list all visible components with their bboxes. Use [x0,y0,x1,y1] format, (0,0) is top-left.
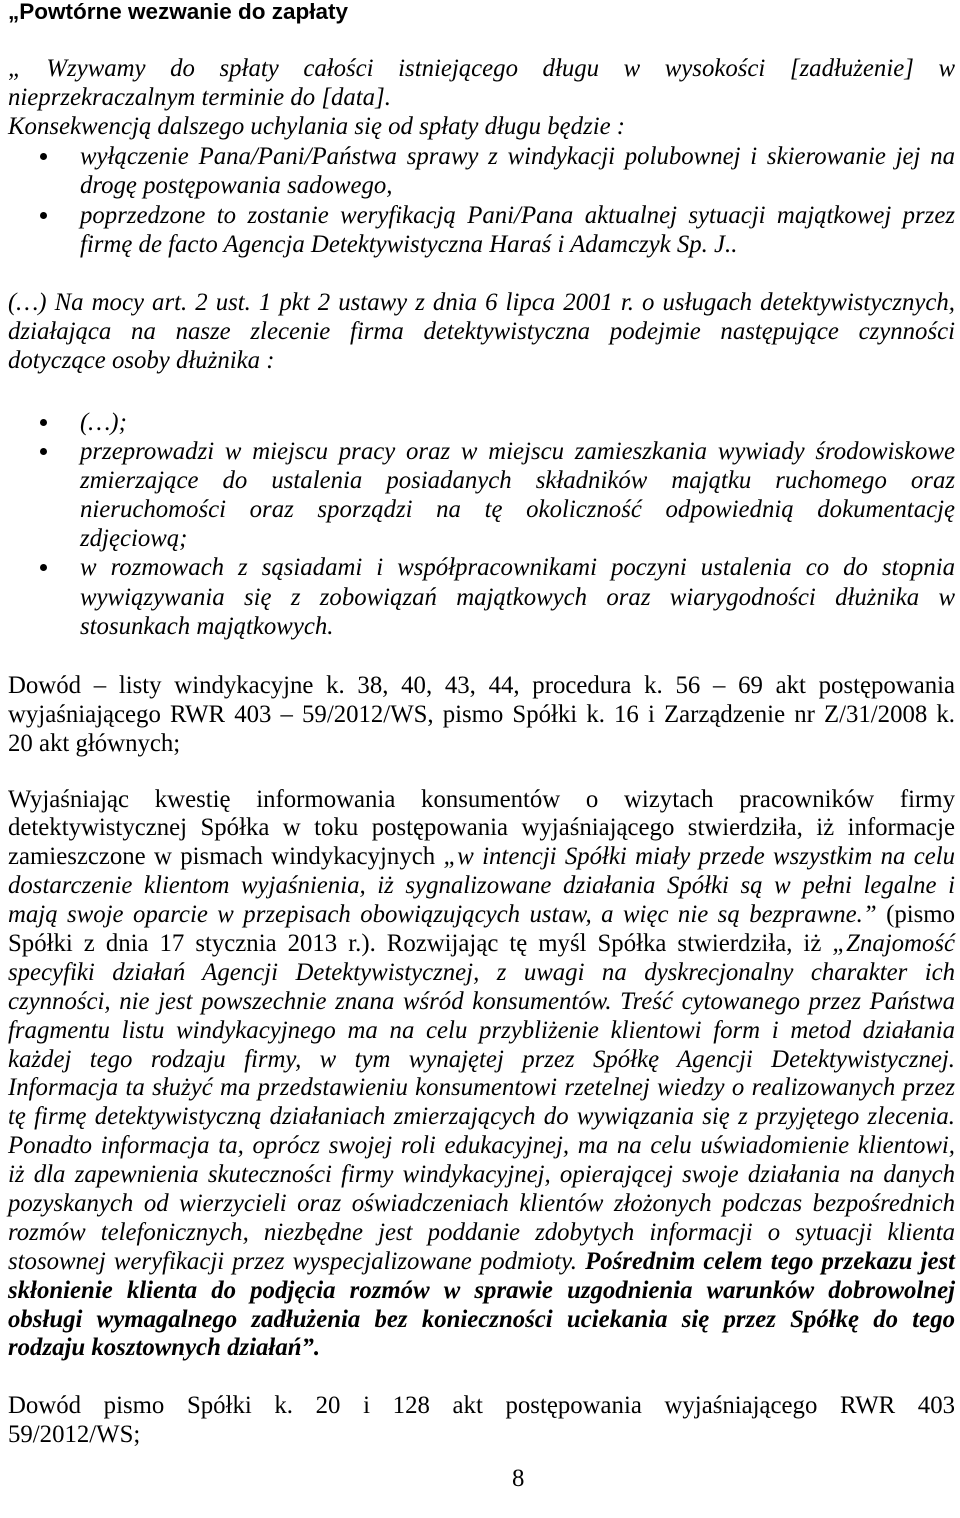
text-line: dotyczące osoby dłużnika : [8,346,275,374]
text-line [8,872,955,901]
text-line [8,1248,955,1277]
list-item [8,408,955,437]
text-line [8,1277,955,1306]
text-line: wyjaśniającego RWR 403 – 59/2012/WS, pismo Spółki k. 16 i Zarządzenie nr Z/31/2008 k. [8,700,955,728]
quoted-run: mają swoje oparcie w przepisach obowiązujących ustaw, a więc nie są bezprawne.” [8,901,877,929]
quoted-run: „w intencji Spółki miały przede wszystkim na celu [443,843,955,871]
bullet-icon [40,153,47,160]
quoted-run: stosownej weryfikacji przez wyspecjalizowane podmioty. [8,1247,586,1275]
quoted-run: iż dla zapewnienia skuteczności firmy windykacyjnej, opierającej swoje działania na danych [8,1161,955,1189]
list-item [8,553,955,641]
text-run: detektywistycznej Spółka w toku postępowania wyjaśniającego stwierdziła, iż informacje [8,814,955,842]
quoted-run: tę firmę detektywistyczną działaniach zmierzających do wywiązania się z przyjętego zlecenia. [8,1103,955,1131]
text-run: Spółki z dnia 17 stycznia 2013 r.). Rozwijając tę myśl Spółka stwierdziła, iż [8,929,833,957]
text-line [8,959,955,988]
text-line [8,843,955,872]
text-line: Dowód – listy windykacyjne k. 38, 40, 43, 44, procedura k. 56 – 69 akt postępowania [8,671,955,699]
text-line: (…) Na mocy art. 2 ust. 1 pkt 2 ustawy z dnia 6 lipca 2001 r. o usługach detektywistycznych, [8,288,955,316]
text-line [8,1132,955,1161]
quoted-run: każdej tego rodzaju firmy, w tym wynajętej przez Spółkę Agencji Detektywistycznej. [8,1045,955,1073]
text-line [8,1161,955,1190]
text-line: zmierzające do ustalenia posiadanych składników majątku ruchomego oraz [80,466,955,494]
emphasized-run: rodzaju kosztownych działań”. [8,1334,321,1362]
text-line [8,1306,955,1335]
quoted-run: fragmentu listu windykacyjnego ma na celu przybliżenie klientowi form i metod działania [8,1016,955,1044]
emphasized-run: obsługi wymagalnego zadłużenia bez konieczności uciekania się przez Spółkę do tego [8,1305,955,1333]
text-line [8,930,955,959]
text-line [8,1017,955,1046]
quoted-run: dostarczenie klientom wyjaśnienia, iż sygnalizowane działania Spółki są w pełni legalne i [8,872,955,900]
text-run: zamieszczone w pismach windykacyjnych [8,843,444,871]
emphasized-run: Pośrednim celem tego przekazu jest [585,1247,955,1275]
evidence-paragraph [8,671,955,759]
bullet-icon [40,212,47,219]
quoted-run: pozyskanych od wierzycieli oraz oświadczeniach klientów złożonych podczas bezpośrednich [8,1189,955,1217]
text-line [8,1219,955,1248]
text-line [8,1103,955,1132]
text-line [8,988,955,1017]
text-line: drogę postępowania sadowego, [80,172,393,200]
evidence-paragraph [8,1391,955,1449]
text-line: „ Wzywamy do spłaty całości istniejącego długu w wysokości [zadłużenie] w [8,54,955,82]
page-number: 8 [512,1465,525,1492]
text-run: (pismo [876,901,955,929]
emphasized-run: skłonienie klienta do podjęcia rozmów w sprawie uzgodnienia warunków dobrowolnej [8,1276,955,1304]
text-line: (…); [80,408,127,436]
text-line [8,1074,955,1103]
list-item [8,142,955,200]
text-line: zdjęciową; [80,525,188,553]
quote-intro [8,54,955,142]
text-line: firmę de facto Agencja Detektywistyczna Haraś i Adamczyk Sp. J.. [80,230,738,258]
text-line: wyłączenie Pana/Pani/Państwa sprawy z windykacji polubownej i skierowanie jej na [80,143,955,171]
text-line: w rozmowach z sąsiadami i współpracownikami poczyni ustalenia co do stopnia [80,554,955,582]
text-line [8,814,955,843]
text-line [8,901,955,930]
text-line [8,1046,955,1075]
explanation-paragraph [8,786,955,1364]
legal-basis-paragraph [8,288,955,376]
quoted-run: rozmów telefonicznych, niezbędne jest poddanie zdobytych informacji o sytuacji klienta [8,1218,955,1246]
quoted-run: czynności, nie jest powszechnie znana wśród konsumentów. Treść cytowanego przez Państwa [8,987,955,1015]
list-item [8,437,955,554]
text-line: Konsekwencją dalszego uchylania się od spłaty długu będzie : [8,112,626,140]
quoted-run: Ponadto informacja ta, oprócz swojej roli edukacyjnej, ma na celu uświadomienie klientowi, [8,1132,955,1160]
text-line: Dowód pismo Spółki k. 20 i 128 akt postępowania wyjaśniającego RWR 403 [8,1391,955,1419]
text-line: wywiązywania się z zobowiązań majątkowych oraz wiarygodności dłużnika w [80,583,955,611]
quoted-run: Informacja ta służyć ma przedstawieniu konsumentowi rzetelnej wiedzy o realizowanych przez [8,1074,955,1102]
text-line [8,786,955,815]
text-line: nieprzekraczalnym terminie do [data]. [8,83,391,111]
text-line: stosunkach majątkowych. [80,612,334,640]
quoted-run: „Znajomość [832,929,955,957]
text-line: działająca na nasze zlecenie firma detektywistyczna podejmie następujące czynności [8,317,955,345]
consequence-list [8,142,955,259]
text-line: przeprowadzi w miejscu pracy oraz w miejscu zamieszkania wywiady środowiskowe [80,437,955,465]
letter-title: „Powtórne wezwanie do zapłaty [8,0,349,24]
text-line [8,1334,955,1363]
list-item [8,201,955,259]
quoted-run: specyfiki działań Agencji Detektywistycznej, z uwagi na dyskrecjonalny charakter ich [8,958,955,986]
bullet-icon [40,419,47,426]
bullet-icon [40,448,47,455]
text-line: poprzedzone to zostanie weryfikacją Pani/Pana aktualnej sytuacji majątkowej przez [80,201,955,229]
text-line: 59/2012/WS; [8,1420,141,1448]
bullet-icon [40,564,47,571]
text-line [8,1190,955,1219]
text-run: Wyjaśniając kwestię informowania konsumentów o wizytach pracowników firmy [8,785,955,813]
text-line: nieruchomości oraz sporządzi na tę okoliczność odpowiednią dokumentację [80,496,955,524]
text-line: 20 akt głównych; [8,729,181,757]
actions-list [8,408,955,642]
